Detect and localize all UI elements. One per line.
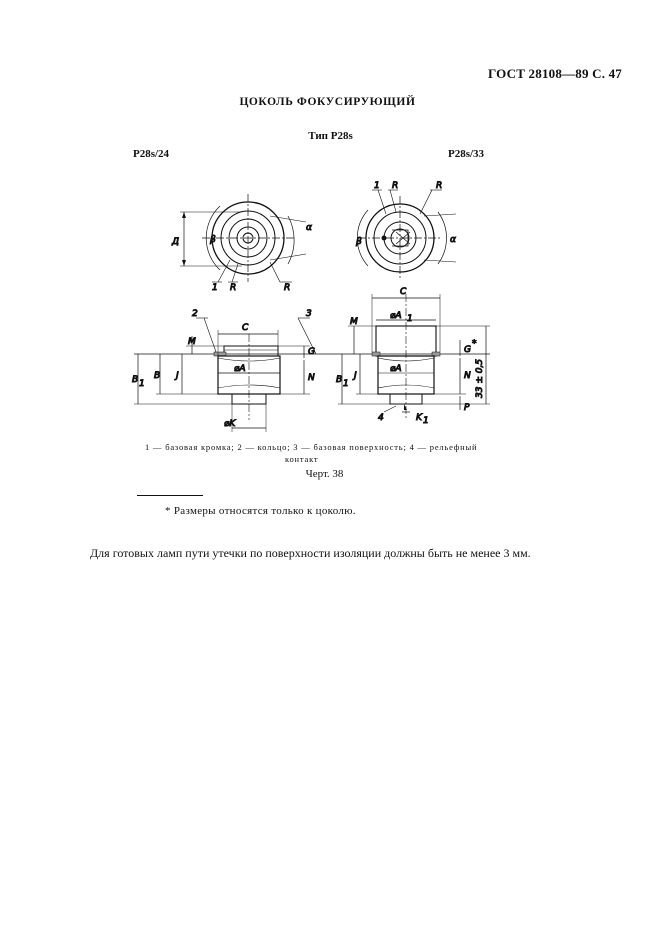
label-B1-sub-right: 1 (343, 379, 349, 389)
label-33-dim: 33 ± 0,5 (475, 358, 485, 398)
right-top-view (357, 190, 456, 280)
label-N-right: N (464, 371, 471, 381)
label-M-left: M (188, 337, 196, 347)
label-B1-left: B (132, 375, 139, 385)
label-K1: K (416, 413, 422, 423)
label-dA1-sub: 1 (407, 314, 413, 324)
right-side-view (338, 294, 490, 420)
footnote-rule (137, 495, 203, 496)
label-R-left-2: R (284, 283, 291, 293)
label-1-right: 1 (374, 181, 380, 191)
label-R-right-2: R (436, 181, 443, 191)
label-dA-right: ⌀A (390, 364, 402, 374)
label-3: 3 (306, 309, 312, 319)
label-dA-left: ⌀A (234, 364, 246, 374)
drawing-labels (132, 181, 485, 429)
legend-line-2: контакт (285, 454, 319, 464)
label-alpha-right: α (450, 235, 456, 245)
left-top-view (180, 194, 306, 282)
footnote: * Размеры относятся только к цоколю. (165, 505, 356, 517)
type-subtitle: Тип P28s (308, 130, 353, 142)
label-star: * (472, 339, 477, 349)
label-alpha: α (306, 223, 312, 233)
label-N-left: N (308, 373, 315, 383)
legend-line-1: 1 — базовая кромка; 2 — кольцо; 3 — базовая поверхность; 4 — рельефный (145, 442, 478, 452)
label-D: Д (172, 237, 180, 247)
label-2: 2 (192, 309, 198, 319)
label-G-left: G (308, 347, 315, 357)
variant-label-right: P28s/33 (448, 148, 485, 160)
label-J-left: J (176, 371, 179, 381)
label-P: P (464, 403, 470, 413)
label-beta: β (210, 235, 216, 245)
label-R-right-1: R (392, 181, 399, 191)
label-beta-right: β (356, 237, 362, 247)
variant-label-left: P28s/24 (133, 148, 170, 160)
label-4: 4 (378, 413, 384, 423)
label-dA1: ⌀A (390, 311, 402, 321)
label-dK: ⌀K (224, 419, 236, 429)
figure-legend (145, 441, 495, 465)
label-B1-right: B (336, 375, 343, 385)
label-J-right: J (354, 371, 357, 381)
label-1-left: 1 (212, 283, 218, 293)
label-M-right: M (350, 317, 358, 327)
label-B-left: B (154, 371, 161, 381)
label-C-left: C (242, 323, 249, 333)
label-K1-sub: 1 (423, 416, 429, 426)
body-note: Для готовых ламп пути утечки по поверхности изоляции должны быть не менее 3 мм. (90, 546, 531, 560)
technical-drawing (120, 170, 520, 440)
page-title: ЦОКОЛЬ ФОКУСИРУЮЩИЙ (239, 96, 416, 108)
label-B1-sub-left: 1 (139, 379, 145, 389)
figure-caption: Черт. 38 (305, 468, 344, 480)
left-side-view (134, 318, 316, 432)
label-G-right: G (464, 345, 471, 355)
label-R-left-1: R (230, 283, 237, 293)
page-header: ГОСТ 28108—89 С. 47 (488, 66, 622, 81)
label-C-right: C (400, 287, 407, 297)
